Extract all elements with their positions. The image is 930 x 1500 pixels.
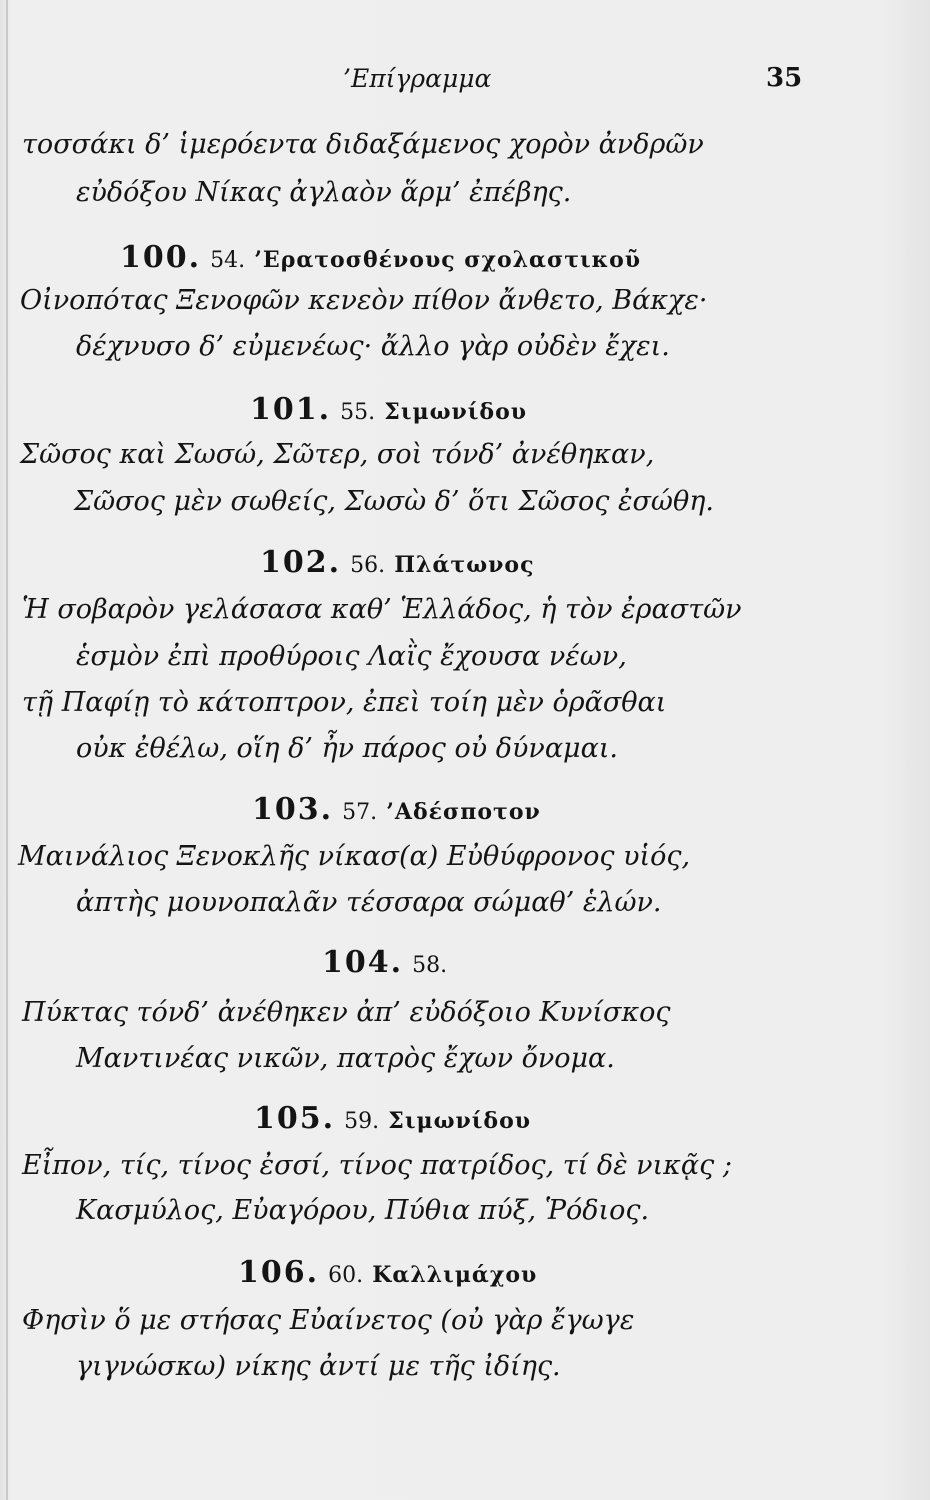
page-number: 35 <box>766 63 803 93</box>
epigram-number: 101 <box>250 392 319 427</box>
verse-line: Φησὶν ὅ με στήσας Εὐαίνετος (οὐ γὰρ ἔγωγε <box>22 1305 635 1336</box>
epigram-reference: 55. <box>340 400 376 425</box>
epigram-reference: 59. <box>344 1109 380 1134</box>
verse-line: δέχνυσο δ’ εὐμενέως· ἄλλο γὰρ οὐδὲν ἔχει. <box>76 331 670 362</box>
epigram-reference: 57. <box>342 800 378 825</box>
verse-line: ἑσμὸν ἐπὶ προθύροις Λαῒς ἔχουσα νέων, <box>76 641 627 672</box>
verse-line: Σῶσος καὶ Σωσώ, Σῶτερ, σοὶ τόνδ’ ἀνέθηκαν, <box>20 439 655 470</box>
verse-line: γιγνώσκω) νίκης ἀντί με τῆς ἰδίης. <box>76 1351 561 1382</box>
epigram-reference: 60. <box>328 1263 364 1288</box>
epigram-number: 105 <box>254 1101 323 1136</box>
epigram-reference: 56. <box>350 553 386 578</box>
verse-line: Σῶσος μὲν σωθείς, Σωσὼ δ’ ὅτι Σῶσος ἐσώθη. <box>74 486 714 517</box>
epigram-author: Σιμωνίδου <box>384 399 528 425</box>
verse-line: τοσσάκι δ’ ἱμερόεντα διδαξάμενος χορὸν ἀνδρῶν <box>22 129 704 160</box>
epigram-heading: 106. 60. Καλλιμάχου <box>238 1255 538 1290</box>
epigram-author: Πλάτωνος <box>394 552 535 578</box>
epigram-number: 102 <box>260 545 329 580</box>
verse-line: Πύκτας τόνδ’ ἀνέθηκεν ἀπ’ εὐδόξοιο Κυνίσκος <box>22 997 671 1028</box>
page-edge <box>6 0 8 1500</box>
verse-line: Οἰνοπότας Ξενοφῶν κενεὸν πίθον ἄνθετο, Βάκχε· <box>20 285 708 316</box>
epigram-author: Καλλιμάχου <box>372 1262 538 1288</box>
epigram-number: 104 <box>322 945 391 980</box>
verse-line: τῇ Παφίῃ τὸ κάτοπτρον, ἐπεὶ τοίη μὲν ὁρᾶσθαι <box>22 687 667 718</box>
epigram-heading: 105. 59. Σιμωνίδου <box>254 1101 532 1136</box>
epigram-heading: 103. 57. ’Αδέσποτον <box>252 792 541 827</box>
epigram-heading: 104. 58. <box>322 945 448 980</box>
epigram-reference: 58. <box>412 953 448 978</box>
epigram-heading: 101. 55. Σιμωνίδου <box>250 392 528 427</box>
verse-line: οὐκ ἐθέλω, οἵη δ’ ἦν πάρος οὐ δύναμαι. <box>76 733 619 764</box>
epigram-number: 103 <box>252 792 321 827</box>
verse-line: Ἡ σοβαρὸν γελάσασα καθ’ Ἑλλάδος, ἡ τὸν ἐραστῶν <box>22 594 742 625</box>
running-title: ’Επίγραμμα <box>343 64 492 93</box>
epigram-reference: 54. <box>210 248 246 273</box>
epigram-heading: 100. 54. ’Ερατοσθένους σχολαστικοῦ <box>120 240 642 275</box>
verse-line: Μαντινέας νικῶν, πατρὸς ἔχων ὄνομα. <box>76 1043 615 1074</box>
running-head <box>0 64 930 98</box>
verse-line: εὐδόξου Νίκας ἀγλαὸν ἅρμ’ ἐπέβης. <box>76 177 572 208</box>
verse-line: Μαινάλιος Ξενοκλῆς νίκασ(α) Εὐθύφρονος υἱός, <box>18 841 691 872</box>
epigram-author: ’Ερατοσθένους σχολαστικοῦ <box>254 247 642 273</box>
epigram-number: 100 <box>120 240 189 275</box>
epigram-heading: 102. 56. Πλάτωνος <box>260 545 535 580</box>
epigram-author: ’Αδέσποτον <box>386 799 541 825</box>
epigram-author: Σιμωνίδου <box>388 1108 532 1134</box>
verse-line: Εἶπον, τίς, τίνος ἐσσί, τίνος πατρίδος, τί δὲ νικᾷς ; <box>22 1150 732 1181</box>
epigram-number: 106 <box>238 1255 307 1290</box>
verse-line: Κασμύλος, Εὐαγόρου, Πύθια πύξ, Ῥόδιος. <box>76 1195 650 1226</box>
verse-line: ἀπτὴς μουνοπαλᾶν τέσσαρα σώμαθ’ ἑλών. <box>76 887 662 918</box>
